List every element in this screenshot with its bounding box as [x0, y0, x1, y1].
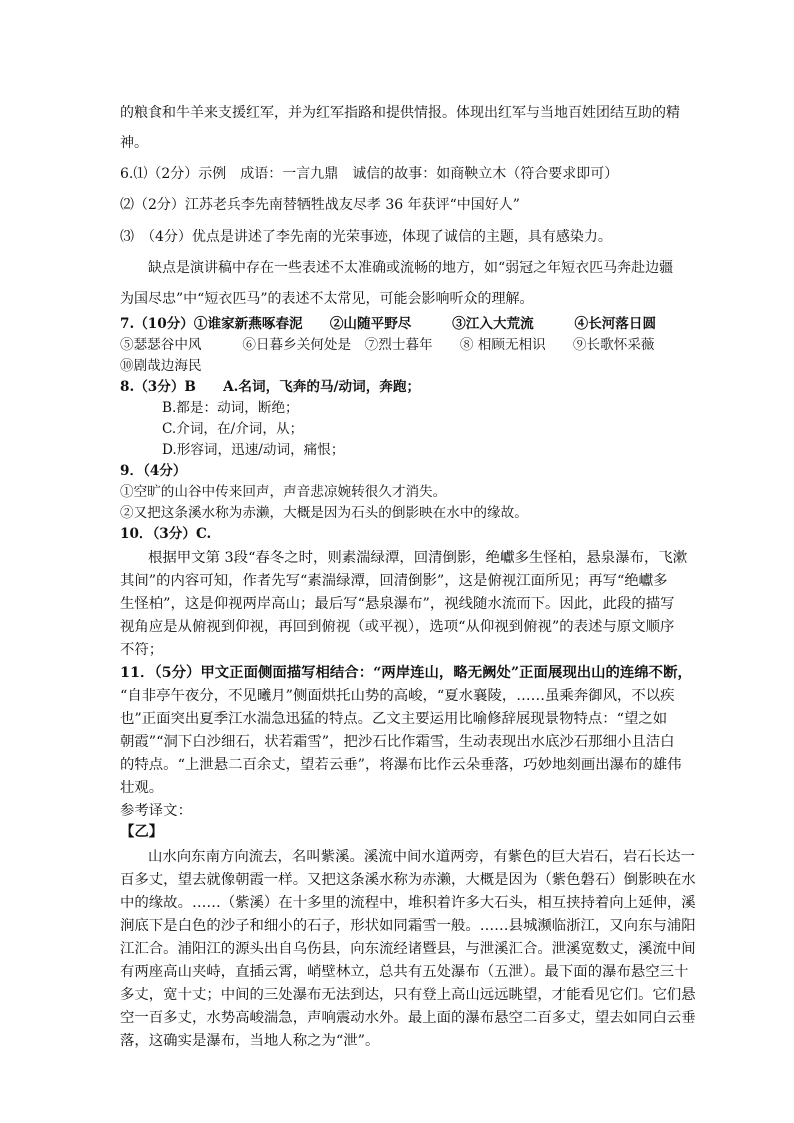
- text-line: ⑤瑟瑟谷中风 ⑥日暮乡关何处是 ⑦烈士暮年 ⑧ 相顾无相识 ⑨长歌怀采薇: [120, 337, 655, 353]
- text-line: 壮观。: [120, 780, 164, 796]
- text-line: 空一百多丈，水势高峻湍急，声响震动水外。最上面的瀑布悬空二百多丈，望去如同白云垂: [120, 1010, 696, 1026]
- text-line: 有两座高山夹峙，直插云霄，峭壁林立，总共有五处瀑布（五泄）。最下面的瀑布悬空三十: [120, 964, 689, 980]
- text-line: 参考译文：: [120, 803, 192, 819]
- text-line: 9．（4分）: [120, 463, 187, 479]
- text-line: 也”正面突出夏季江水湍急迅猛的特点。乙文主要运用比喻修辞展现景物特点：“望之如: [120, 711, 668, 727]
- text-line: 7.（10分）①谁家新燕啄春泥 ②山随平野尽 ③江入大荒流 ④长河落日圆: [120, 316, 657, 332]
- text-line: 为国尽忠”中“短衣匹马”的表述不太常见，可能会影响听众的理解。: [120, 291, 534, 307]
- text-line: C.介词，在/介词，从；: [162, 421, 304, 437]
- text-line: “自非亭午夜分，不见曦月”侧面烘托山势的高峻，“夏水襄陵，……虽乘奔御风，不以疾: [120, 688, 675, 704]
- text-line: ②又把这条溪水称为赤濑，大概是因为石头的倒影映在水中的缘故。: [120, 505, 528, 521]
- text-line: 视角应是从俯视到仰视，再回到俯视（或平视），选项“从仰视到俯视”的表述与原文顺序: [120, 619, 675, 635]
- text-line: 缺点是演讲稿中存在一些表述不太准确或流畅的地方，如“弱冠之年短衣匹马奔赴边疆: [148, 260, 674, 276]
- text-line: 11．（5分）甲文正面侧面描写相结合：“两岸连山，略无阙处”正面展现出山的连绵不断，: [120, 664, 692, 681]
- text-line: 生怪柏”，这是仰视两岸高山；最后写“悬泉瀑布”，视线随水流而下。因此，此段的描写: [120, 596, 675, 612]
- text-line: D.形容词，迅速/动词，痛恨；: [162, 442, 345, 458]
- text-line: 的特点。“上泄悬二百余丈，望若云垂”，将瀑布比作云朵垂落，巧妙地刻画出瀑布的雄伟: [120, 757, 682, 773]
- text-line: 多丈，宽十丈；中间的三处瀑布无法到达，只有登上高山远远眺望，才能看见它们。它们悬: [120, 987, 696, 1003]
- text-line: ⑩剧哉边海民: [120, 358, 202, 374]
- text-line: 山水向东南方向流去，名叫紫溪。溪流中间水道两旁，有紫色的巨大岩石，岩石长达一: [148, 849, 695, 865]
- text-line: ⑶ （4分）优点是讲述了李先南的光荣事迹，体现了诚信的主题，具有感染力。: [120, 229, 612, 245]
- text-line: 的粮食和牛羊来支援红军，并为红军指路和提供情报。体现出红军与当地百姓团结互助的精: [120, 105, 680, 121]
- text-line: ⑵（2分）江苏老兵李先南替牺牲战友尽孝 36 年获评“中国好人”: [120, 197, 520, 213]
- text-line: 根据甲文第 3段“春冬之时，则素湍绿潭，回清倒影，绝巘多生怪柏，悬泉瀑布，飞漱: [148, 550, 688, 566]
- text-line: 其间”的内容可知，作者先写“素湍绿潭，回清倒影”，这是俯视江面所见；再写“绝巘多: [120, 573, 668, 589]
- text-line: 百多丈，望去就像朝霞一样。又把这条溪水称为赤濑，大概是因为（紫色磐石）倒影映在水: [120, 872, 696, 888]
- text-line: 8.（3分）B A.名词，飞奔的马/动词，奔跑；: [120, 379, 421, 395]
- text-line: ①空旷的山谷中传来回声，声音悲凉婉转很久才消失。: [120, 484, 447, 500]
- section-heading: 【乙】: [120, 823, 164, 840]
- text-line: 江汇合。浦阳江的源头出自乌伤县，向东流经诸暨县，与泄溪汇合。泄溪宽数丈，溪流中间: [120, 941, 696, 957]
- text-line: 涧底下是白色的沙子和细小的石子，形状如同霜雪一般。……县城濒临浙江，又向东与浦阳: [120, 918, 696, 934]
- text-line: 神。: [120, 135, 148, 151]
- text-line: 落，这确实是瀑布，当地人称之为“泄”。: [120, 1033, 380, 1049]
- text-line: B.都是：动词，断绝；: [162, 400, 299, 416]
- text-line: 中的缘故。……（紫溪）在十多里的流程中，堆积着许多大石头，相互挟持着向上延伸，溪: [120, 895, 696, 911]
- text-line: 不符；: [120, 642, 164, 658]
- text-line: 朝霞”“洞下白沙细石，状若霜雪”，把沙石比作霜雪，生动表现出水底沙石那细小且洁白: [120, 734, 675, 750]
- text-line: 6.⑴（2分）示例 成语：一言九鼎 诚信的故事：如商鞅立木（符合要求即可）: [120, 166, 619, 182]
- text-line: 10．（3分）C.: [120, 526, 212, 542]
